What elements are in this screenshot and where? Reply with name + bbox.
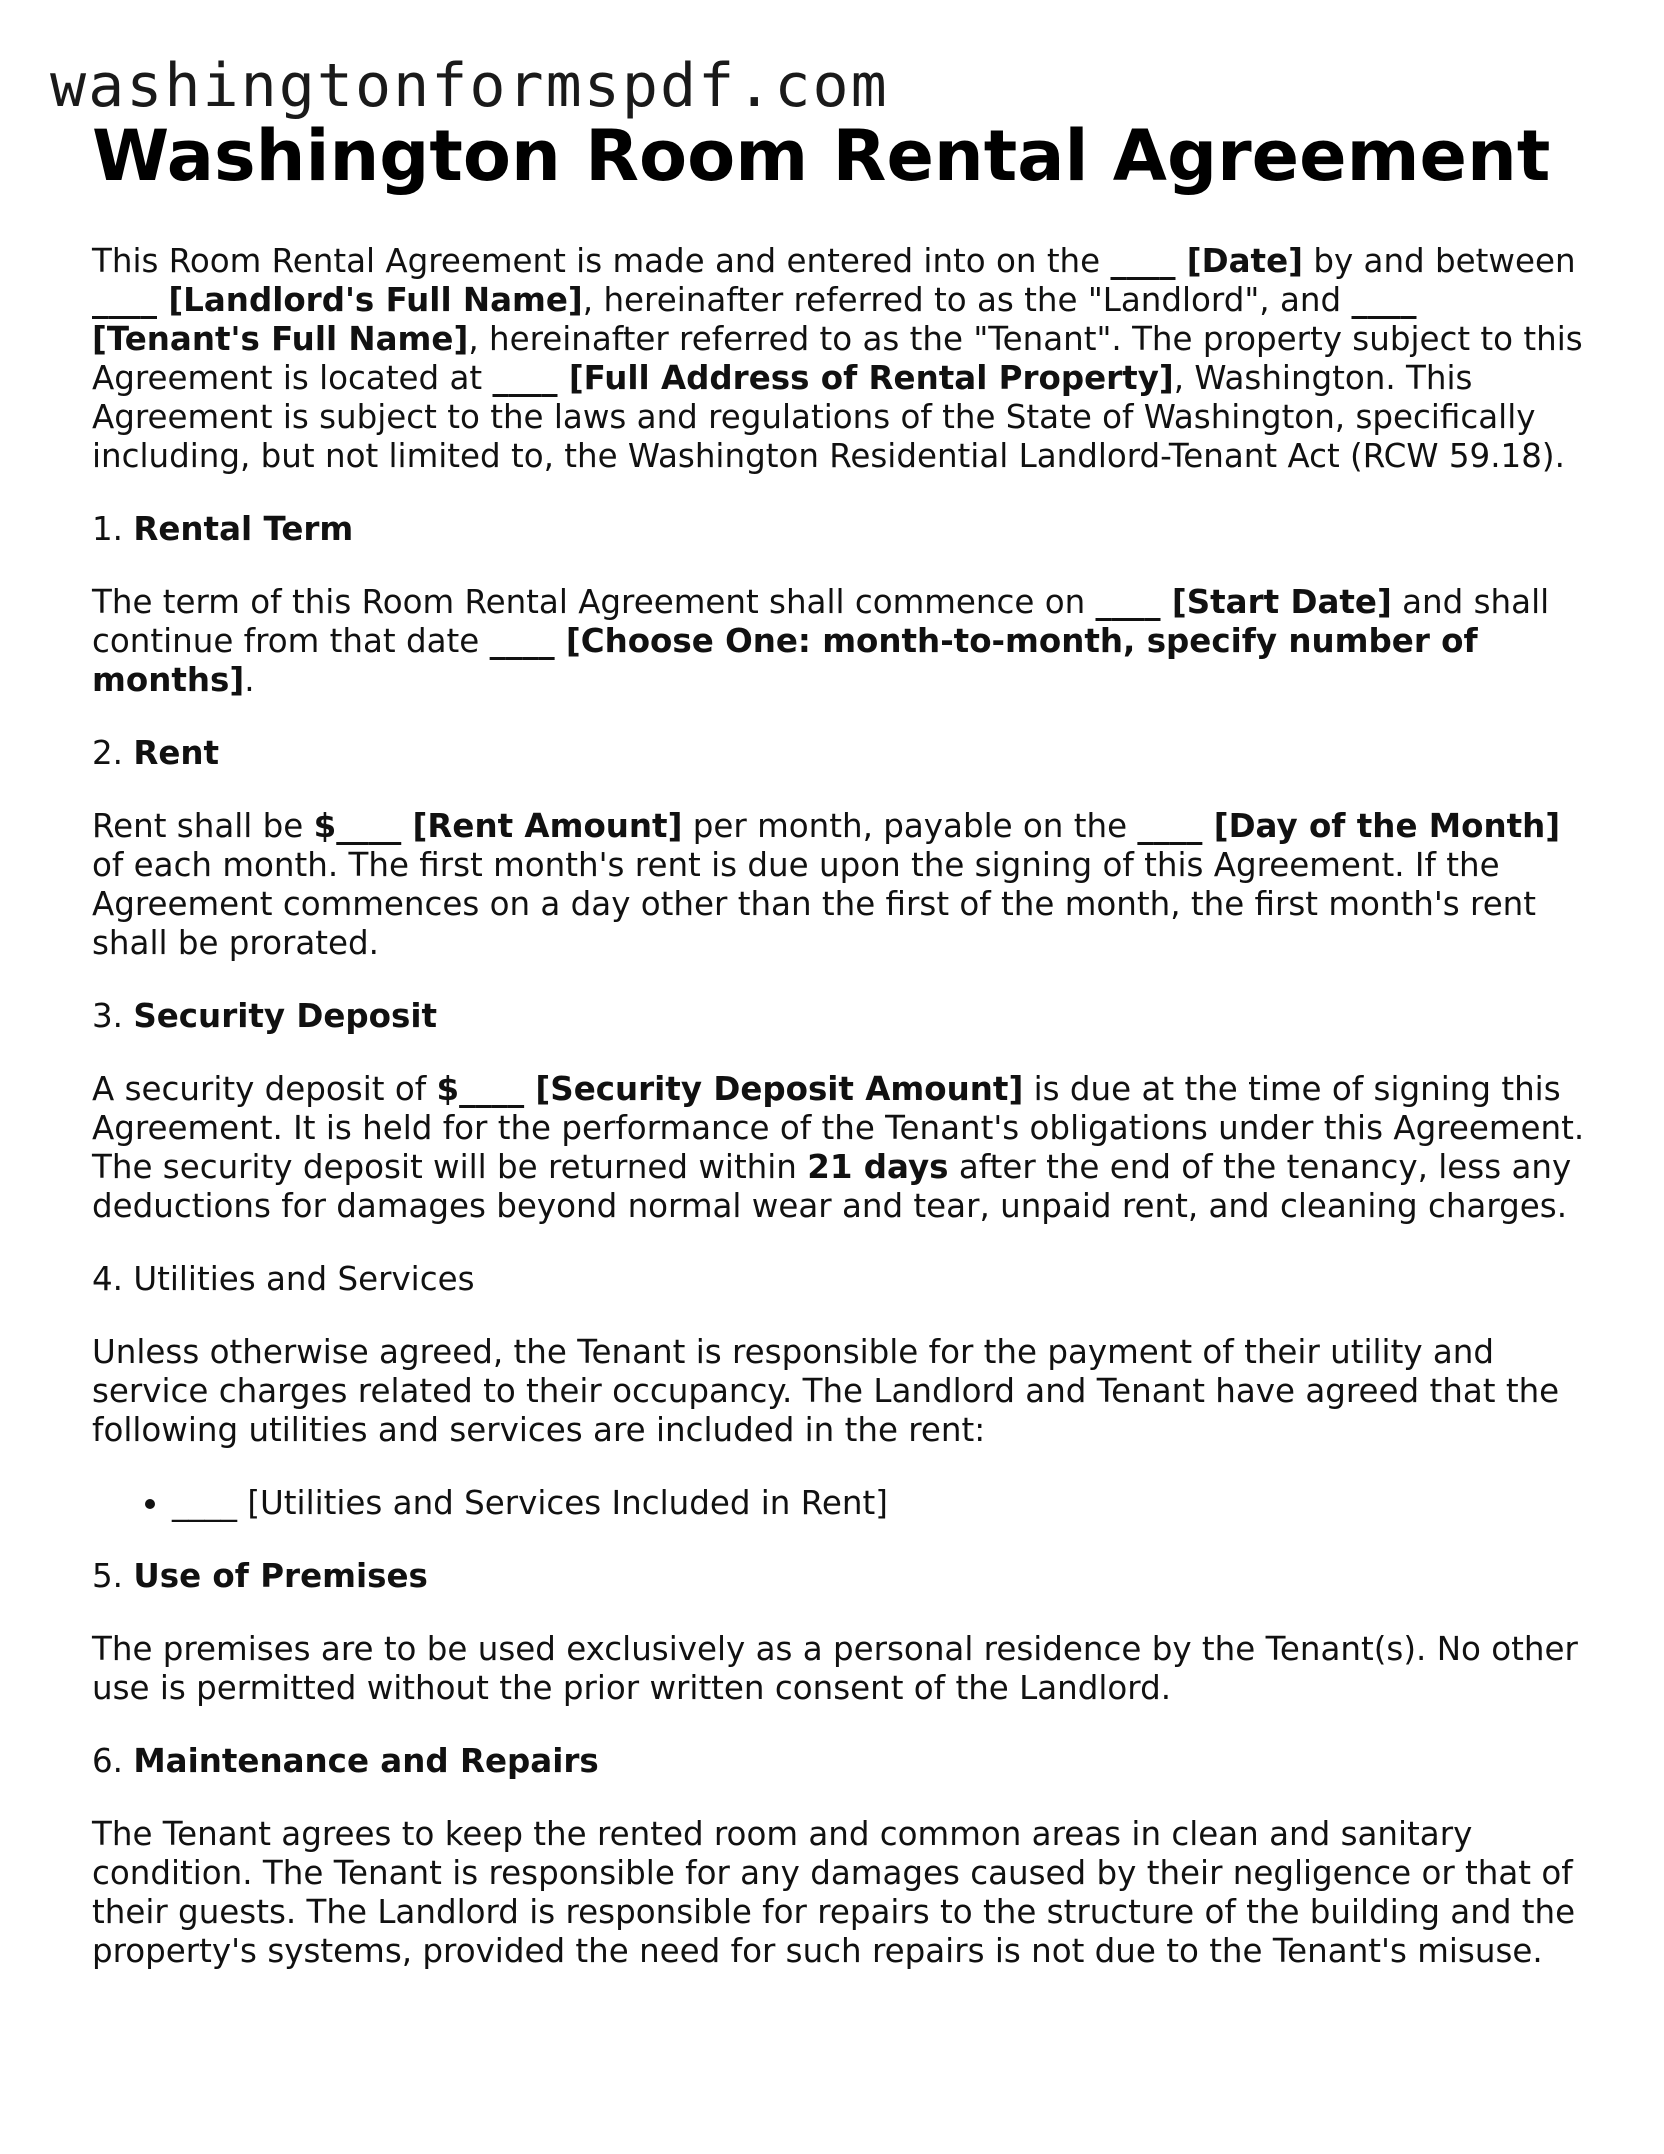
intro-text-2: by and between <box>1303 242 1576 280</box>
intro-text-1: This Room Rental Agreement is made and entered into on the <box>92 242 1111 280</box>
section-1-heading <box>92 510 1592 549</box>
site-watermark: washingtonformspdf.com <box>50 51 889 121</box>
deposit-text-1: A security deposit of <box>92 1070 437 1108</box>
section-number: 5. <box>92 1557 134 1595</box>
date-field: ____ [Date] <box>1110 242 1303 280</box>
deposit-text-3: after the end of the tenancy, less any deductions for damages beyond normal wear and tear, unpaid rent, and cleaning charges. <box>92 1148 1572 1225</box>
property-address-field: ____ [Full Address of Rental Property] <box>492 359 1174 397</box>
section-title: Rent <box>133 734 220 772</box>
rent-text-3: of each month. The first month's rent is due upon the signing of this Agreement. If the Agreement commences on a day other than the first of the month, the first month's rent shall be prorated. <box>92 846 1537 962</box>
intro-text-3: , hereinafter referred to as the "Landlord", and <box>582 281 1352 319</box>
section-number: 1. <box>92 510 134 548</box>
tenant-name-field: ____ [Tenant's Full Name] <box>92 281 1417 358</box>
term-length-field: ____ [Choose One: month-to-month, specify number of months] <box>92 622 1478 699</box>
section-number: 6. <box>92 1742 134 1780</box>
maintenance-paragraph: The Tenant agrees to keep the rented room and common areas in clean and sanitary condition. The Tenant is responsible for any damages caused by their negligence or that of their guests. The Landlord is responsible for repairs to the structure of the building and the property's systems, provided the need for such repairs is not due to the Tenant's misuse. <box>92 1815 1576 1970</box>
rent-text-2: per month, payable on the <box>682 807 1138 845</box>
rent-text-1: Rent shall be <box>92 807 314 845</box>
section-4-heading: 4. Utilities and Services <box>92 1260 475 1298</box>
rent-day-field: ____ [Day of the Month] <box>1137 807 1561 845</box>
landlord-name-field: ____ [Landlord's Full Name] <box>92 281 583 319</box>
utilities-list <box>92 1484 1592 1523</box>
start-date-field: ____ [Start Date] <box>1095 583 1392 621</box>
return-period: 21 days <box>807 1148 949 1186</box>
security-deposit-paragraph <box>92 1070 1592 1226</box>
section-title: Use of Premises <box>133 1557 428 1595</box>
intro-text-4: , hereinafter referred to as the "Tenant". The property subject to this Agreement is located at <box>92 320 1583 397</box>
rental-term-paragraph <box>92 583 1592 700</box>
deposit-amount-field: $____ [Security Deposit Amount] <box>436 1070 1024 1108</box>
section-5-heading <box>92 1557 1592 1596</box>
intro-paragraph <box>92 242 1592 476</box>
deposit-text-2: is due at the time of signing this Agreement. It is held for the performance of the Tenant's obligations under this Agreement. The security deposit will be returned within <box>92 1070 1585 1186</box>
rent-amount-field: $____ [Rent Amount] <box>313 807 683 845</box>
document-title: Washington Room Rental Agreement <box>92 115 1551 197</box>
rental-term-text-3: . <box>244 661 255 699</box>
list-item: • ____ [Utilities and Services Included in Rent] <box>172 1484 1592 1523</box>
section-3-heading <box>92 997 1592 1036</box>
section-6-heading <box>92 1742 1592 1781</box>
use-of-premises-paragraph: The premises are to be used exclusively as a personal residence by the Tenant(s). No other use is permitted without the prior written consent of the Landlord. <box>92 1630 1578 1707</box>
section-2-heading <box>92 734 1592 773</box>
intro-text-5: , Washington. This Agreement is subject to the laws and regulations of the State of Washington, specifically including, but not limited to, the Washington Residential Landlord-Tenant Act (RCW 59.18). <box>92 359 1565 475</box>
section-number: 3. <box>92 997 134 1035</box>
section-title: Rental Term <box>133 510 354 548</box>
section-title: Security Deposit <box>133 997 438 1035</box>
rental-term-text-2: and shall continue from that date <box>92 583 1550 660</box>
utilities-paragraph: Unless otherwise agreed, the Tenant is responsible for the payment of their utility and service charges related to their occupancy. The Landlord and Tenant have agreed that the following utilities and services are included in the rent: <box>92 1333 1560 1449</box>
document-body <box>92 112 1592 2005</box>
rental-term-text-1: The term of this Room Rental Agreement shall commence on <box>92 583 1096 621</box>
section-title: Maintenance and Repairs <box>133 1742 599 1780</box>
rent-paragraph <box>92 807 1592 963</box>
section-number: 2. <box>92 734 134 772</box>
